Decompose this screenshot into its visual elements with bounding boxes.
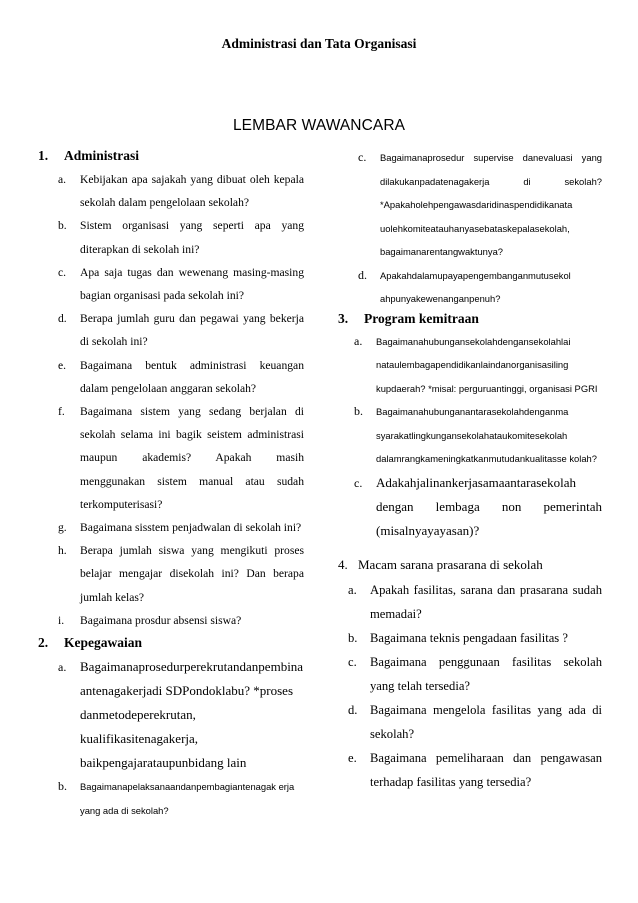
item-marker: c.: [58, 265, 67, 279]
list-item: [348, 578, 602, 626]
item-text: Bagaimanapelaksanaandanpembagiantenagak erja yang ada di sekolah?: [80, 781, 295, 816]
item-text: Sistem organisasi yang seperti apa yang diterapkan di sekolah ini?: [80, 219, 304, 256]
list-item: [348, 746, 602, 794]
list-item: [358, 264, 602, 311]
document-header: Administrasi dan Tata Organisasi: [221, 36, 417, 51]
page-title: LEMBAR WAWANCARA: [232, 117, 406, 134]
item-marker: h.: [58, 544, 67, 558]
section-heading-program-kemitraan: [338, 309, 602, 329]
list-item: [58, 539, 304, 609]
section-title: Program kemitraan: [364, 310, 479, 326]
left-column: [38, 146, 304, 822]
item-text: Adakahjalinankerjasamaantarasekolah dengan lembaga non pemerintah (misalnyayayasan)?: [376, 474, 602, 538]
list-item: [354, 400, 602, 471]
section-number: 4.: [338, 556, 348, 572]
item-marker: d.: [348, 702, 358, 717]
list-item: [58, 775, 304, 822]
item-marker: a.: [354, 333, 363, 348]
item-text: Berapa jumlah siswa yang mengikuti proses belajar mengajar disekolah ini? Dan berapa jumlah kelas?: [80, 544, 304, 604]
item-text: Bagaimana prosdur absensi siswa?: [80, 613, 242, 627]
item-marker: a.: [58, 173, 67, 186]
list-item: [58, 168, 304, 214]
section-number: 1.: [38, 148, 49, 163]
list-item: [348, 626, 602, 650]
list-item: [58, 307, 304, 353]
section-heading-kepegawaian: [38, 633, 304, 653]
list-item: [58, 261, 304, 307]
item-text: Bagaimana sisstem penjadwalan di sekolah ini?: [80, 521, 302, 535]
item-marker: c.: [354, 475, 363, 490]
item-marker: a.: [348, 582, 357, 597]
section-title: Administrasi: [64, 148, 140, 163]
item-text: Bagaimanaprosedurperekrutandanpembina antenagakerjadi SDPondoklabu? *proses danmetodeperekrutan, kualifikasitenagakerja, baikpengajarataupunbidang lain: [80, 659, 304, 771]
item-marker: f.: [58, 405, 65, 419]
list-item: [348, 698, 602, 746]
item-text: Bagaimanahubungansekolahdengansekolahlai nataulembagapendidikanlaindanorganisasiling kupdaerah? *misal: perguruantinggi, organisasi PGRI: [376, 335, 598, 394]
item-text: Berapa jumlah guru dan pegawai yang bekerja di sekolah ini?: [80, 312, 304, 349]
item-marker: c.: [358, 150, 367, 164]
list-item: [354, 471, 602, 543]
item-marker: g.: [58, 521, 67, 535]
item-marker: b.: [58, 779, 67, 794]
item-marker: d.: [58, 312, 67, 326]
item-marker: d.: [358, 267, 367, 282]
item-text: Apakahdalamupayapengembanganmutusekol ahpunyakewenanganpenuh?: [380, 269, 571, 304]
list-item: [58, 354, 304, 400]
section-title: Kepegawaian: [64, 635, 143, 651]
item-text: Apakah fasilitas, sarana dan prasarana sudah memadai?: [370, 582, 602, 621]
item-text: Kebijakan apa sajakah yang dibuat oleh kepala sekolah dalam pengelolaan sekolah?: [80, 173, 304, 210]
item-text: Apa saja tugas dan wewenang masing-masing bagian organisasi pada sekolah ini?: [80, 265, 304, 303]
item-marker: b.: [58, 219, 67, 233]
right-column: [338, 146, 602, 794]
item-marker: e.: [348, 750, 357, 765]
item-text: Bagaimana teknis pengadaan fasilitas ?: [370, 630, 568, 645]
item-text: Bagaimana bentuk administrasi keuangan dalam pengelolaan anggaran sekolah?: [80, 358, 304, 395]
item-marker: b.: [348, 630, 358, 645]
list-item: [58, 400, 304, 516]
item-marker: i.: [58, 613, 65, 627]
item-marker: e.: [58, 358, 67, 372]
item-text: Bagaimana mengelola fasilitas yang ada di sekolah?: [370, 702, 602, 741]
item-text: Bagaimanaprosedur supervise danevaluasi yang dilakukanpadatenagakerja di sekolah? *Apakaholehpengawasdaridinaspendidikanata uolehkomiteatauhanyasebataskepalasekolah, bagaimanarentangwaktunya?: [380, 152, 602, 257]
item-text: Bagaimana pemeliharaan dan pengawasan terhadap fasilitas yang tersedia?: [370, 750, 602, 789]
list-item: [358, 146, 602, 264]
list-item: [58, 214, 304, 260]
item-marker: b.: [354, 404, 363, 418]
item-marker: c.: [348, 654, 357, 669]
list-item: [354, 330, 602, 401]
section-number: 2.: [38, 635, 49, 651]
item-marker: a.: [58, 660, 67, 675]
section-number: 3.: [338, 310, 349, 326]
section-title: Macam sarana prasarana di sekolah: [358, 556, 543, 572]
list-item: [58, 609, 304, 632]
list-item: [58, 655, 304, 775]
list-item: [348, 650, 602, 698]
list-item: [58, 516, 304, 539]
item-text: Bagaimana penggunaan fasilitas sekolah yang telah tersedia?: [370, 654, 602, 693]
section-heading-sarana-prasarana: [338, 555, 602, 575]
item-text: Bagaimana sistem yang sedang berjalan di sekolah selama ini bagik seistem administrasi maupun akademis? Apakah masih menggunakan sistem manual atau sudah terkomputerisasi?: [80, 405, 304, 511]
section-heading-administrasi: [38, 146, 304, 166]
item-text: Bagaimanahubunganantarasekolahdenganma syarakatlingkungansekolahataukomitesekolah dalamrangkameningkatkanmutudankualitasse kolah?: [376, 406, 597, 464]
